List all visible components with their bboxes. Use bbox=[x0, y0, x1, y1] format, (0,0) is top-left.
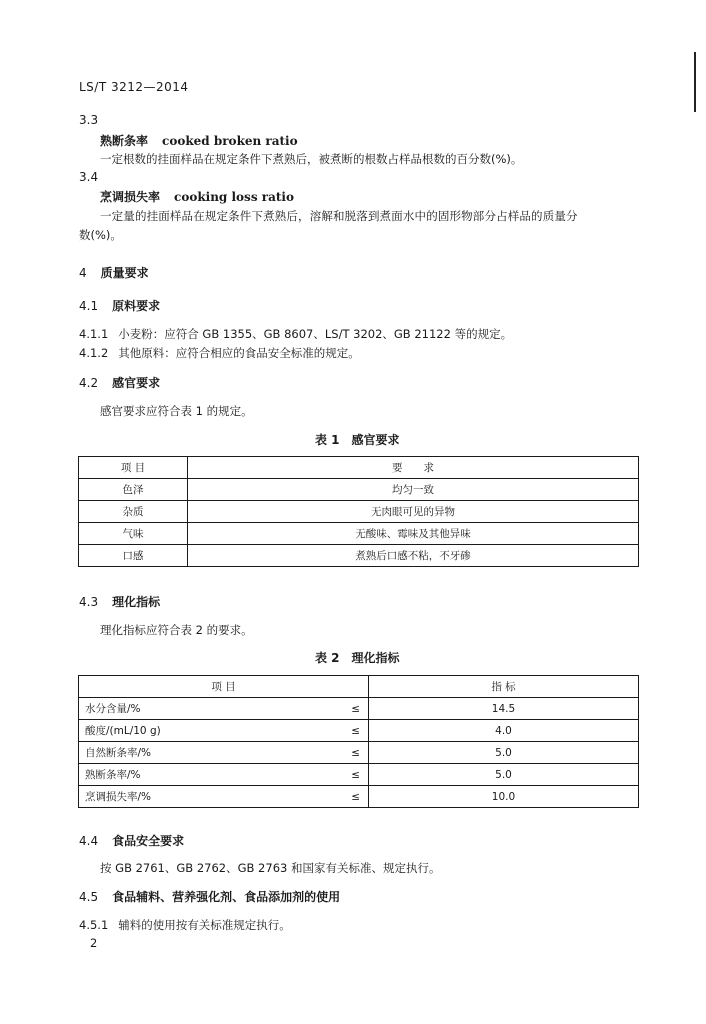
section-4-1-heading bbox=[79, 297, 160, 314]
section-number: 4.5.1 bbox=[79, 918, 109, 932]
term-cn: 熟断条率 bbox=[100, 134, 149, 148]
table-row bbox=[79, 501, 639, 523]
section-title: 食品安全要求 bbox=[112, 834, 185, 848]
term-en: cooked broken ratio bbox=[162, 134, 298, 148]
section-4-2-heading bbox=[79, 374, 160, 391]
table-header-row bbox=[79, 457, 639, 479]
table-cell-value: 10.0 bbox=[369, 786, 639, 808]
table-row bbox=[79, 523, 639, 545]
section-text: 小麦粉：应符合 GB 1355、GB 8607、LS/T 3202、GB 21122 等的规定。 bbox=[118, 327, 513, 341]
table-header-cell: 项 目 bbox=[79, 676, 369, 698]
table-cell: 气味 bbox=[79, 523, 188, 545]
table-cell: 色泽 bbox=[79, 479, 188, 501]
table2-caption: 表 2 理化指标 bbox=[315, 651, 400, 665]
section-number: 4.1.1 bbox=[79, 327, 109, 341]
table-cell-item: 熟断条率/% bbox=[79, 764, 316, 786]
section-number: 4.4 bbox=[79, 834, 99, 848]
table-row bbox=[79, 786, 639, 808]
section-4-1-1 bbox=[79, 326, 512, 342]
table-header-cell: 指 标 bbox=[369, 676, 639, 698]
table-cell-item: 水分含量/% bbox=[79, 698, 316, 720]
table-cell-value: 4.0 bbox=[369, 720, 639, 742]
section-4-5-heading bbox=[79, 888, 340, 905]
table-row bbox=[79, 764, 639, 786]
table-cell-item: 自然断条率/% bbox=[79, 742, 316, 764]
table-row bbox=[79, 698, 639, 720]
section-4-4-heading bbox=[79, 832, 184, 849]
section-title: 原料要求 bbox=[112, 299, 161, 313]
table-row bbox=[79, 720, 639, 742]
table-cell-operator: ≤ bbox=[315, 764, 369, 786]
section-number: 4.5 bbox=[79, 890, 99, 904]
section-4-5-1 bbox=[79, 917, 291, 933]
table-cell-operator: ≤ bbox=[315, 720, 369, 742]
section-text: 辅料的使用按有关标准规定执行。 bbox=[118, 918, 291, 932]
section-3-4-term bbox=[100, 188, 294, 205]
section-3-3-term bbox=[100, 132, 298, 149]
section-4-2-text: 感官要求应符合表 1 的规定。 bbox=[100, 404, 253, 418]
section-3-3-number: 3.3 bbox=[79, 113, 99, 127]
standard-code: LS/T 3212—2014 bbox=[79, 80, 189, 94]
table-cell: 煮熟后口感不粘，不牙碜 bbox=[188, 545, 639, 567]
table-row bbox=[79, 742, 639, 764]
table-header-cell: 项 目 bbox=[79, 457, 188, 479]
table-header-row bbox=[79, 676, 639, 698]
section-number: 4.1 bbox=[79, 299, 99, 313]
table-row bbox=[79, 479, 639, 501]
table-cell-value: 5.0 bbox=[369, 764, 639, 786]
table-cell-item: 烹调损失率/% bbox=[79, 786, 316, 808]
table-cell: 杂质 bbox=[79, 501, 188, 523]
table-header-cell: 要 求 bbox=[188, 457, 639, 479]
section-3-4-definition-line2: 数(%)。 bbox=[79, 228, 122, 242]
table-cell: 均匀一致 bbox=[188, 479, 639, 501]
table1-sensory-requirements bbox=[78, 456, 639, 567]
section-number: 4.1.2 bbox=[79, 346, 109, 360]
table-cell: 无肉眼可见的异物 bbox=[188, 501, 639, 523]
table-row bbox=[79, 545, 639, 567]
section-number: 4.3 bbox=[79, 595, 99, 609]
table1-caption: 表 1 感官要求 bbox=[315, 433, 400, 447]
section-4-3-text: 理化指标应符合表 2 的要求。 bbox=[100, 623, 253, 637]
term-en: cooking loss ratio bbox=[174, 190, 294, 204]
section-4-heading bbox=[79, 264, 149, 281]
table2-physicochemical-indicators bbox=[78, 675, 639, 808]
section-number: 4.2 bbox=[79, 376, 99, 390]
section-4-3-heading bbox=[79, 593, 160, 610]
section-title: 理化指标 bbox=[112, 595, 161, 609]
page-number: 2 bbox=[90, 936, 98, 950]
table-cell: 口感 bbox=[79, 545, 188, 567]
table-cell-operator: ≤ bbox=[315, 786, 369, 808]
table-cell: 无酸味、霉味及其他异味 bbox=[188, 523, 639, 545]
section-title: 食品辅料、营养强化剂、食品添加剂的使用 bbox=[112, 890, 341, 904]
section-title: 感官要求 bbox=[112, 376, 161, 390]
table-cell-item: 酸度/(mL/10 g) bbox=[79, 720, 316, 742]
section-number: 4 bbox=[79, 266, 87, 280]
term-cn: 烹调损失率 bbox=[100, 190, 161, 204]
section-3-3-definition: 一定根数的挂面样品在规定条件下煮熟后，被煮断的根数占样品根数的百分数(%)。 bbox=[100, 152, 523, 166]
binding-edge-mark bbox=[694, 52, 696, 112]
section-4-4-text: 按 GB 2761、GB 2762、GB 2763 和国家有关标准、规定执行。 bbox=[100, 861, 441, 875]
table-cell-operator: ≤ bbox=[315, 698, 369, 720]
section-3-4-number: 3.4 bbox=[79, 170, 99, 184]
table-cell-value: 14.5 bbox=[369, 698, 639, 720]
table-cell-value: 5.0 bbox=[369, 742, 639, 764]
section-text: 其他原料：应符合相应的食品安全标准的规定。 bbox=[118, 346, 360, 360]
section-title: 质量要求 bbox=[100, 266, 149, 280]
section-3-4-definition-line1: 一定量的挂面样品在规定条件下煮熟后，溶解和脱落到煮面水中的固形物部分占样品的质量分 bbox=[100, 209, 578, 223]
section-4-1-2 bbox=[79, 345, 360, 361]
table-cell-operator: ≤ bbox=[315, 742, 369, 764]
